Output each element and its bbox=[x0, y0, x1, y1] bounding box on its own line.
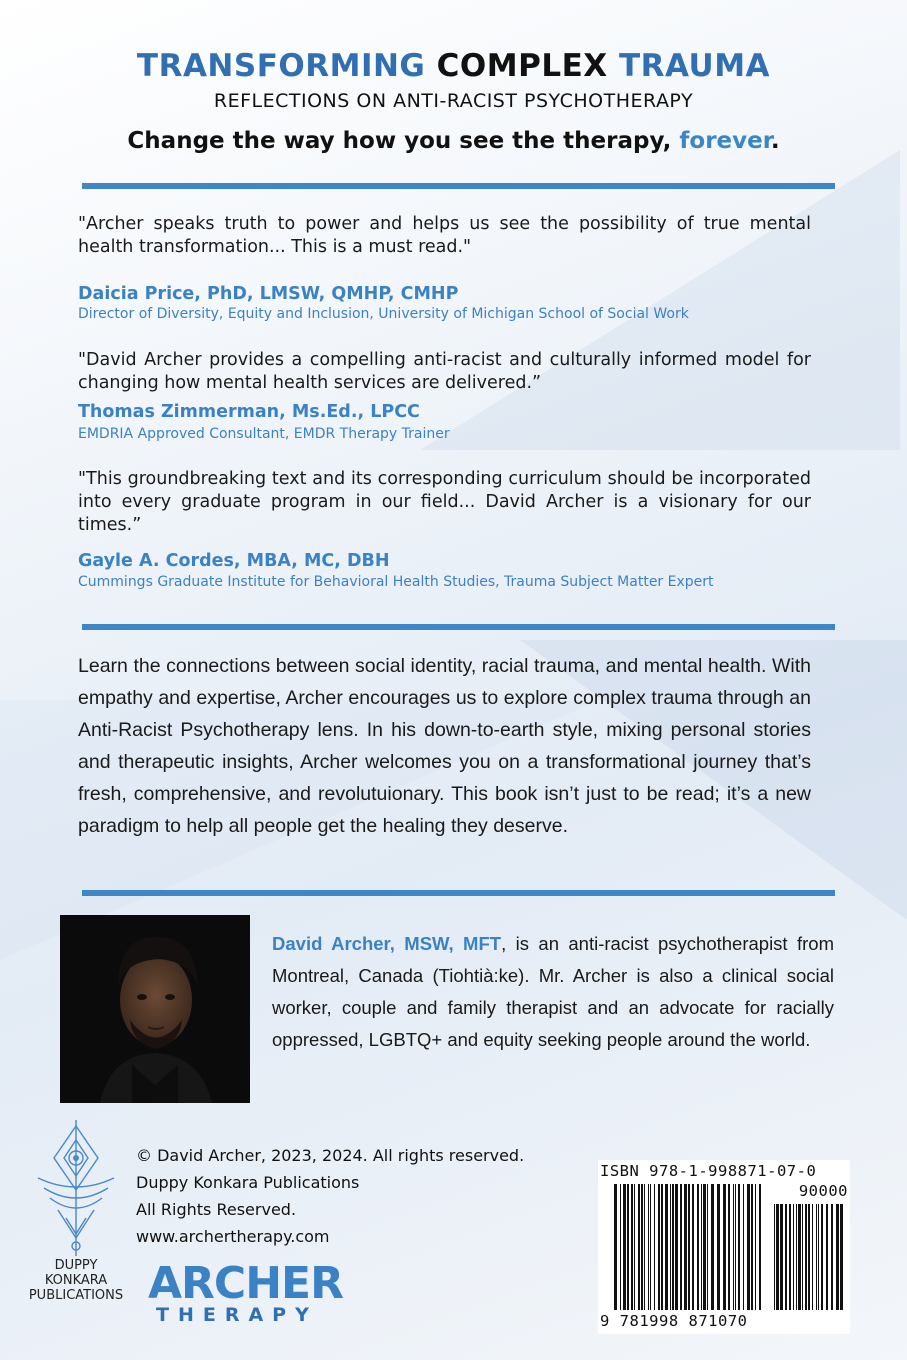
barcode-bar bbox=[665, 1184, 668, 1310]
endorsement-quote-1: "Archer speaks truth to power and helps us see the possibility of true mental health transformation... This is a must read." bbox=[78, 214, 811, 257]
barcode-bar bbox=[818, 1204, 819, 1310]
barcode-bar bbox=[785, 1204, 787, 1310]
barcode-bar bbox=[802, 1204, 803, 1310]
barcode-bar bbox=[759, 1184, 761, 1310]
title-part-2: COMPLEX bbox=[436, 48, 608, 84]
tagline bbox=[0, 128, 907, 154]
barcode-bar bbox=[840, 1204, 843, 1310]
barcode-bar bbox=[631, 1184, 633, 1310]
endorsement-role-3: Cummings Graduate Institute for Behavioral Health Studies, Trauma Subject Matter Expert bbox=[78, 574, 714, 590]
barcode-bar bbox=[680, 1184, 682, 1310]
barcode-bar bbox=[684, 1184, 687, 1310]
barcode-bar bbox=[614, 1184, 617, 1310]
barcode-bar bbox=[644, 1184, 645, 1310]
barcode-bar bbox=[711, 1184, 714, 1310]
publisher-line: Duppy Konkara Publications bbox=[136, 1173, 360, 1192]
barcode-bar bbox=[796, 1204, 797, 1310]
barcode-bar bbox=[692, 1184, 694, 1310]
barcode-bar bbox=[798, 1204, 801, 1310]
barcode-bar bbox=[755, 1184, 756, 1310]
barcode-bar bbox=[812, 1204, 813, 1310]
website-link[interactable]: www.archertherapy.com bbox=[136, 1227, 330, 1246]
barcode-bar bbox=[703, 1184, 706, 1310]
divider-middle bbox=[82, 624, 835, 630]
author-photo bbox=[60, 915, 250, 1103]
title-part-3: TRAUMA bbox=[618, 48, 771, 84]
barcode-bar bbox=[634, 1184, 635, 1310]
barcode-bar bbox=[789, 1204, 791, 1310]
barcode-bar bbox=[751, 1184, 753, 1310]
barcode-bar bbox=[675, 1184, 678, 1310]
endorsement-quote-3: "This groundbreaking text and its corresponding curriculum should be incorporated into every graduate program in our field... David Archer is a visionary for our times.” bbox=[78, 469, 811, 535]
barcode-bar bbox=[638, 1184, 640, 1310]
barcode-bar bbox=[723, 1184, 726, 1310]
barcode-bar bbox=[672, 1184, 674, 1310]
rights-line: All Rights Reserved. bbox=[136, 1200, 297, 1219]
isbn-text: ISBN 978-1-998871-07-0 bbox=[600, 1162, 817, 1180]
author-bio-text: , is an anti-racist psychotherapist from Montreal, Canada (Tiohtià:ke). Mr. Archer is also a clinical social worker, couple and family therapist and an advocate for racially oppressed, LGBTQ+ and equity seeking people around the world. bbox=[272, 933, 834, 1050]
book-description: Learn the connections between social identity, racial trauma, and mental health. With empathy and expertise, Archer encourages us to explore complex trauma through an Anti-Racist Psychotherapy lens. In his down-to-earth style, mixing personal stories and therapeutic insights, Archer welcomes you on a transformational journey that’s fresh, comprehensive, and revolutuionary. This book isn’t just to be read; it’s a new paradigm to help all people get the healing they deserve. bbox=[78, 655, 811, 837]
endorsement-role-2: EMDRIA Approved Consultant, EMDR Therapy Trainer bbox=[78, 426, 450, 442]
book-title bbox=[0, 48, 907, 84]
brand-name-large: ARCHER bbox=[148, 1258, 343, 1309]
barcode-bar bbox=[805, 1204, 807, 1310]
publisher-logo-line-1: DUPPY bbox=[54, 1258, 98, 1273]
title-part-1: TRANSFORMING bbox=[136, 48, 426, 84]
book-subtitle: REFLECTIONS ON ANTI-RACIST PSYCHOTHERAPY bbox=[213, 90, 694, 112]
publisher-logo-line-3: PUBLICATIONS bbox=[28, 1288, 124, 1303]
barcode-bar bbox=[793, 1204, 794, 1310]
barcode-bar bbox=[816, 1204, 817, 1310]
barcode-bar bbox=[658, 1184, 660, 1310]
author-name: David Archer, MSW, MFT bbox=[272, 933, 502, 954]
copyright-line: © David Archer, 2023, 2024. All rights reserved. bbox=[136, 1146, 525, 1165]
barcode-bar bbox=[826, 1204, 828, 1310]
barcode-bar bbox=[728, 1184, 730, 1310]
endorsement-author-1: Daicia Price, PhD, LMSW, QMHP, CMHP bbox=[78, 284, 459, 304]
copyright-block bbox=[136, 1142, 524, 1250]
divider-bottom bbox=[82, 890, 835, 896]
barcode-bar bbox=[661, 1184, 663, 1310]
archer-therapy-logo bbox=[148, 1258, 343, 1326]
barcode-addon-bars bbox=[774, 1204, 846, 1310]
barcode-bar bbox=[733, 1184, 734, 1310]
background-facet bbox=[420, 150, 900, 450]
endorsement-author-2: Thomas Zimmerman, Ms.Ed., LPCC bbox=[78, 402, 420, 422]
endorsement-author-3: Gayle A. Cordes, MBA, MC, DBH bbox=[78, 551, 390, 571]
barcode-bar bbox=[707, 1184, 708, 1310]
barcode-bar bbox=[743, 1184, 744, 1310]
tagline-highlight: forever bbox=[679, 128, 771, 154]
barcode-bar bbox=[641, 1184, 643, 1310]
price-code: 90000 bbox=[798, 1182, 848, 1200]
barcode-bar bbox=[697, 1184, 699, 1310]
tagline-end: . bbox=[770, 128, 780, 154]
endorsement-quote-2: "David Archer provides a compelling anti-racist and culturally informed model for changing how mental health services are delivered.” bbox=[78, 350, 811, 393]
publisher-logo-text bbox=[18, 1258, 134, 1303]
publisher-logo-line-2: KONKARA bbox=[44, 1273, 108, 1288]
barcode-bar bbox=[747, 1184, 750, 1310]
ean-digits: 9 781998 871070 bbox=[600, 1312, 748, 1330]
barcode-bar bbox=[670, 1184, 671, 1310]
barcode-bar bbox=[836, 1204, 839, 1310]
barcode-bar bbox=[831, 1204, 833, 1310]
barcode-bar bbox=[735, 1184, 736, 1310]
divider-top bbox=[82, 183, 835, 189]
barcode-bar bbox=[717, 1184, 720, 1310]
barcode-bar bbox=[821, 1204, 823, 1310]
isbn-barcode bbox=[598, 1160, 850, 1334]
barcode-bar bbox=[648, 1184, 649, 1310]
barcode-bar bbox=[620, 1184, 621, 1310]
endorsement-role-1: Director of Diversity, Equity and Inclusion, University of Michigan School of Social Work bbox=[78, 306, 689, 322]
barcode-bar bbox=[776, 1204, 779, 1310]
brand-name-small: THERAPY bbox=[156, 1304, 318, 1326]
tagline-main: Change the way how you see the therapy, bbox=[127, 128, 680, 154]
author-bio bbox=[272, 928, 834, 1056]
barcode-bar bbox=[654, 1184, 655, 1310]
barcode-bar bbox=[701, 1184, 702, 1310]
barcode-bar bbox=[780, 1204, 783, 1310]
barcode-bar bbox=[650, 1184, 651, 1310]
barcode-bar bbox=[627, 1184, 629, 1310]
barcode-bar bbox=[808, 1204, 810, 1310]
barcode-bar bbox=[688, 1184, 690, 1310]
barcode-bar bbox=[738, 1184, 740, 1310]
barcode-bars bbox=[614, 1184, 764, 1310]
barcode-bar bbox=[623, 1184, 626, 1310]
barcode-bar bbox=[774, 1204, 775, 1310]
